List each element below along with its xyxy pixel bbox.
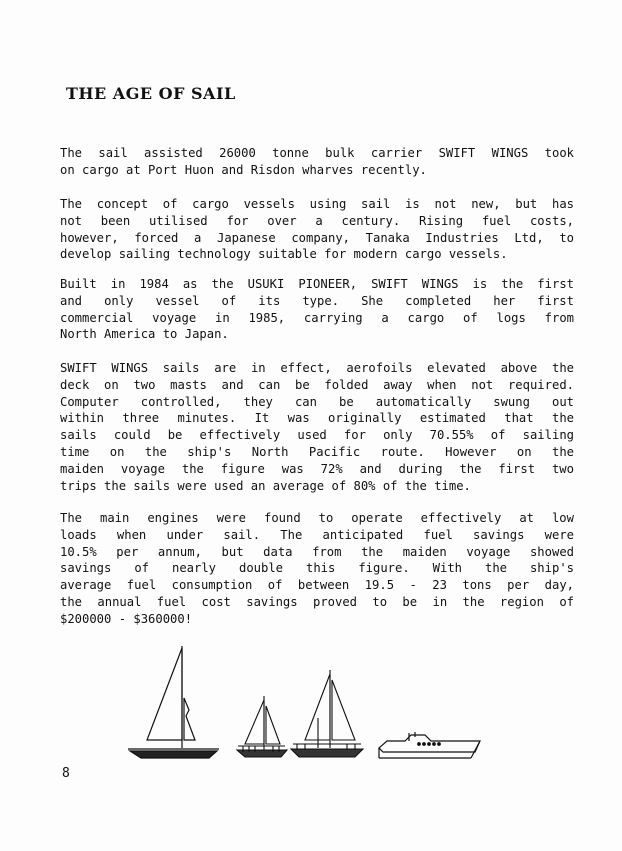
text-line: trips the sails were used an average of 80% of the time. <box>60 478 471 493</box>
ketch-sailboat-icon <box>291 670 363 757</box>
paragraph-sails <box>60 360 574 494</box>
text-line: Computer controlled, they can be automatically swung out <box>60 394 574 409</box>
page-number: 8 <box>62 766 70 781</box>
text-line: average fuel consumption of between 19.5 - 23 tons per day, <box>60 578 574 593</box>
text-line: The concept of cargo vessels using sail is not new, but has <box>60 197 574 211</box>
text-line: on cargo at Port Huon and Risdon wharves recently. <box>60 162 427 177</box>
text-line: The sail assisted 26000 tonne bulk carrier SWIFT WINGS took <box>60 146 574 160</box>
paragraph-engines <box>60 510 574 628</box>
text-line: loads when under sail. The anticipated fuel savings were <box>60 527 574 542</box>
text-line: SWIFT WINGS sails are in effect, aerofoils elevated above the <box>60 361 574 375</box>
text-line: commercial voyage in 1985, carrying a cargo of logs from <box>60 310 574 325</box>
boats-illustration <box>125 640 490 765</box>
text-line: sails could be effectively used for only 70.55% of sailing <box>60 428 574 443</box>
small-sailboat-icon <box>237 696 287 757</box>
paragraph-concept <box>60 196 574 263</box>
text-line: and only vessel of its type. She completed her first <box>60 293 574 308</box>
text-line: maiden voyage the figure was 72% and during the first two <box>60 461 574 476</box>
text-line: savings of nearly double this figure. With the ship's <box>60 561 574 576</box>
paragraph-history <box>60 276 574 343</box>
text-line: deck on two masts and can be folded away when not required. <box>60 377 574 392</box>
text-line: the annual fuel cost savings proved to be in the region of <box>60 594 574 609</box>
text-line: $200000 - $360000! <box>60 611 193 626</box>
paragraph-intro <box>60 145 574 179</box>
page-title: THE AGE OF SAIL <box>66 84 236 103</box>
text-line: The main engines were found to operate effectively at low <box>60 511 574 525</box>
tall-sailboat-icon <box>128 646 219 758</box>
text-line: Built in 1984 as the USUKI PIONEER, SWIFT WINGS is the first <box>60 277 574 291</box>
text-line: within three minutes. It was originally estimated that the <box>60 411 574 426</box>
text-line: time on the ship's North Pacific route. However on the <box>60 444 574 459</box>
text-line: develop sailing technology suitable for modern cargo vessels. <box>60 247 508 262</box>
text-line: 10.5% per annum, but data from the maiden voyage showed <box>60 544 574 559</box>
text-line: not been utilised for over a century. Rising fuel costs, <box>60 213 574 228</box>
motor-cruiser-icon <box>379 732 480 758</box>
text-line: North America to Japan. <box>60 327 229 342</box>
text-line: however, forced a Japanese company, Tanaka Industries Ltd, to <box>60 230 574 245</box>
